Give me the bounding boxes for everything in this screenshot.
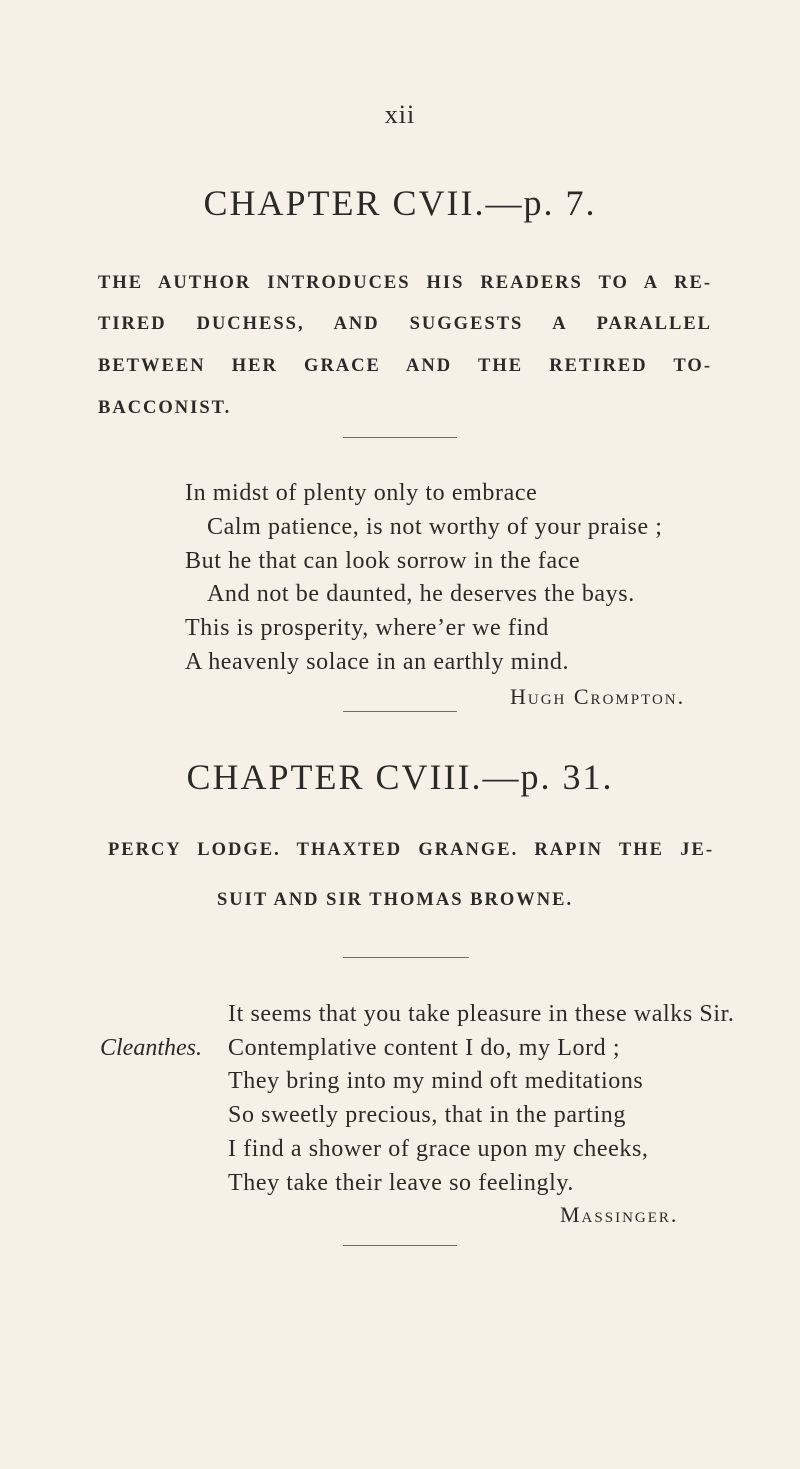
- chapter-108-summary-line-1: PERCY LODGE. THAXTED GRANGE. RAPIN THE JE-: [108, 840, 714, 860]
- chapter-107-epigraph-line-3: But he that can look sorrow in the face: [185, 548, 581, 574]
- chapter-108-attribution: Massinger.: [560, 1202, 679, 1227]
- chapter-108-epigraph-line-5: They take their leave so feelingly.: [228, 1170, 574, 1196]
- chapter-107-attribution: Hugh Crompton.: [510, 684, 686, 709]
- chapter-108-epigraph-line-1: Contemplative content I do, my Lord ;: [228, 1035, 621, 1061]
- chapter-108-epigraph-first-line: It seems that you take pleasure in these walks Sir.: [228, 1001, 735, 1027]
- chapter-107-summary-line-1: THE AUTHOR INTRODUCES HIS READERS TO A RE-: [98, 273, 712, 293]
- chapter-107-summary-line-4: BACCONIST.: [98, 398, 232, 418]
- chapter-108-summary-line-2: SUIT AND SIR THOMAS BROWNE.: [217, 890, 574, 910]
- section-divider: [343, 957, 469, 958]
- page-number: xii: [384, 100, 416, 129]
- section-divider: [343, 437, 457, 438]
- chapter-107-epigraph-line-1: In midst of plenty only to embrace: [185, 480, 538, 506]
- section-divider: [343, 1245, 457, 1246]
- chapter-107-summary-line-3: BETWEEN HER GRACE AND THE RETIRED TO-: [98, 356, 712, 376]
- chapter-107-epigraph-line-6: A heavenly solace in an earthly mind.: [185, 649, 570, 675]
- chapter-107-heading: CHAPTER CVII.—p. 7.: [203, 183, 597, 223]
- chapter-107-epigraph-line-5: This is prosperity, where’er we find: [185, 615, 549, 641]
- chapter-108-epigraph-line-2: They bring into my mind oft meditations: [228, 1068, 644, 1094]
- chapter-108-epigraph-line-4: I find a shower of grace upon my cheeks,: [228, 1136, 649, 1162]
- section-divider: [343, 711, 457, 712]
- speaker-name: Cleanthes.: [100, 1035, 202, 1061]
- chapter-107-summary-line-2: TIRED DUCHESS, AND SUGGESTS A PARALLEL: [98, 314, 712, 334]
- chapter-107-epigraph-line-4: And not be daunted, he deserves the bays.: [207, 581, 635, 607]
- chapter-108-heading: CHAPTER CVIII.—p. 31.: [186, 757, 614, 797]
- chapter-108-epigraph-line-3: So sweetly precious, that in the parting: [228, 1102, 626, 1128]
- chapter-107-epigraph-line-2: Calm patience, is not worthy of your praise ;: [207, 514, 663, 540]
